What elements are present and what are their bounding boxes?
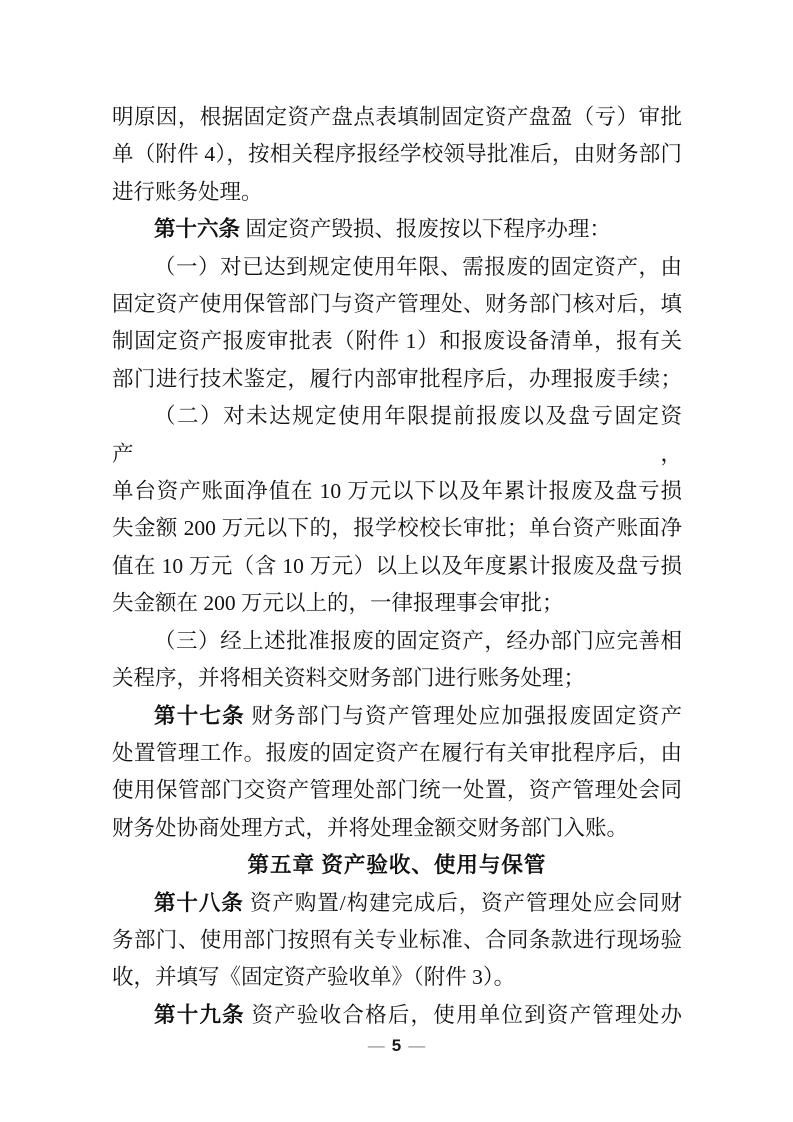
text-line: 明原因，根据固定资产盘点表填制固定资产盘盈（亏）审批 xyxy=(112,105,682,129)
text-line: 失金额 200 万元以下的，报学校校长审批；单台资产账面净 xyxy=(112,516,682,541)
text-line: （一）对已达到规定使用年限、需报废的固定资产，由 xyxy=(154,254,682,279)
text-line: 进行账务处理。 xyxy=(112,179,263,204)
text-line: 财务处协商处理方式，并将处理金额交财务部门入账。 xyxy=(112,815,629,840)
text-line: 务部门、使用部门按照有关专业标准、合同条款进行现场验 xyxy=(112,927,682,952)
text-line: 使用保管部门交资产管理处部门统一处置，资产管理处会同 xyxy=(112,778,682,803)
text-line: （二）对未达规定使用年限提前报废以及盘亏固定资产， xyxy=(112,404,682,466)
article-number: 第十九条 xyxy=(154,1002,245,1027)
footer-left-dash: — xyxy=(367,1036,385,1055)
text-line: 处置管理工作。报废的固定资产在履行有关审批程序后，由 xyxy=(112,740,682,765)
text-line: （三）经上述批准报废的固定资产，经办部门应完善相 xyxy=(154,628,682,653)
chapter-heading: 第五章 资产验收、使用与保管 xyxy=(247,853,547,878)
document-body xyxy=(112,99,682,1034)
article-number: 第十六条 xyxy=(154,217,241,242)
text-line: 单（附件 4），按相关程序报经学校领导批准后，由财务部门 xyxy=(112,142,682,167)
text-line: 值在 10 万元（含 10 万元）以上以及年度累计报废及盘亏损 xyxy=(112,553,682,578)
text-line: 单台资产账面净值在 10 万元以下以及年累计报废及盘亏损 xyxy=(112,479,682,504)
article-number: 第十七条 xyxy=(154,703,245,728)
text-line: 第十九条 资产验收合格后，使用单位到资产管理处办 xyxy=(154,1002,682,1027)
page-footer xyxy=(0,1034,793,1058)
footer-right-dash: — xyxy=(408,1036,426,1055)
page-number: 5 xyxy=(391,1036,402,1055)
text-line: 部门进行技术鉴定，履行内部审批程序后，办理报废手续； xyxy=(112,366,682,391)
text-line: 关程序，并将相关资料交财务部门进行账务处理； xyxy=(112,666,586,691)
text-line: 第十七条 财务部门与资产管理处应加强报废固定资产 xyxy=(154,703,682,728)
text-line: 制固定资产报废审批表（附件 1）和报废设备清单，报有关 xyxy=(112,329,682,354)
text-line: 失金额在 200 万元以上的，一律报理事会审批； xyxy=(112,591,564,616)
text-line: 第十八条 资产购置/构建完成后，资产管理处应会同财 xyxy=(154,890,682,915)
text-line: 收，并填写《固定资产验收单》（附件 3）。 xyxy=(112,965,516,990)
article-number: 第十八条 xyxy=(154,890,244,915)
text-line: 固定资产使用保管部门与资产管理处、财务部门核对后，填 xyxy=(112,292,682,317)
text-line: 第十六条 固定资产毁损、报废按以下程序办理： xyxy=(154,217,611,242)
